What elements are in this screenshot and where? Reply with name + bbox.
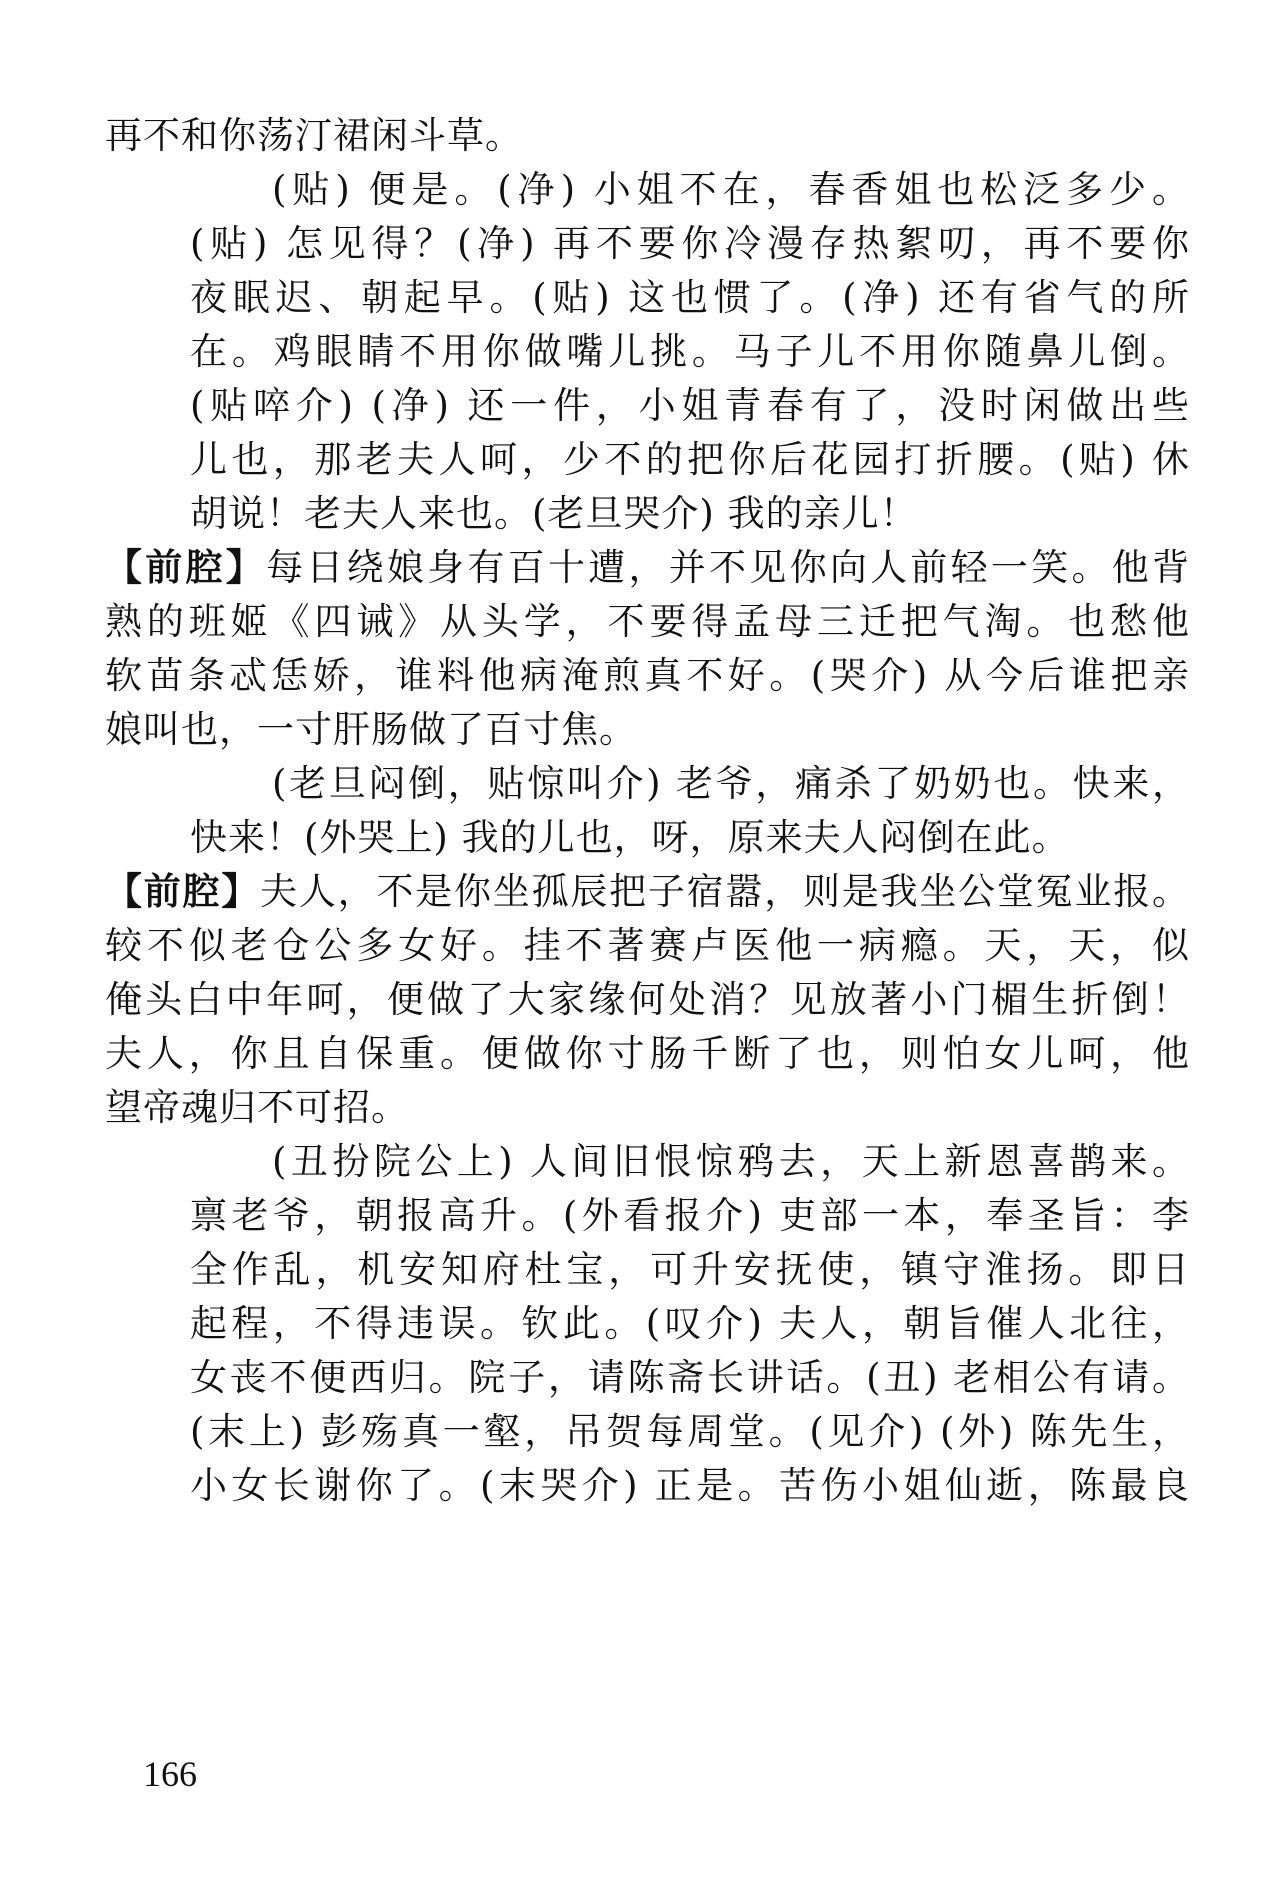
aria-text: 夫人，不是你坐孤辰把子宿嚣，则是我坐公堂冤业报。 bbox=[260, 870, 1191, 913]
text-line: (贴啐介) (净) 还一件，小姐青春有了，没时闲做出些 bbox=[190, 384, 1190, 427]
aria-tag: 【前腔】 bbox=[105, 546, 267, 589]
aria-tag: 【前腔】 bbox=[105, 870, 261, 913]
text-line: (丑扮院公上) 人间旧恨惊鸦去，天上新恩喜鹊来。 bbox=[272, 1140, 1190, 1183]
aria-text: 每日绕娘身有百十遭，并不见你向人前轻一笑。他背 bbox=[266, 546, 1190, 589]
text-line: (贴) 怎见得？(净) 再不要你冷漫存热絮叨，再不要你 bbox=[190, 222, 1190, 265]
text-line: 软苗条忒恁娇，谁料他病淹煎真不好。(哭介) 从今后谁把亲 bbox=[105, 654, 1190, 697]
text-line: (贴) 便是。(净) 小姐不在，春香姐也松泛多少。 bbox=[272, 168, 1190, 211]
text-line: 儿也，那老夫人呵，少不的把你后花园打折腰。(贴) 休 bbox=[190, 438, 1190, 481]
text-line: (老旦闷倒，贴惊叫介) 老爷，痛杀了奶奶也。快来， bbox=[272, 762, 1190, 805]
aria-line bbox=[105, 868, 1190, 916]
text-line: 胡说！老夫人来也。(老旦哭介) 我的亲儿！ bbox=[190, 492, 918, 535]
text-line: 在。鸡眼睛不用你做嘴儿挑。马子儿不用你随鼻儿倒。 bbox=[190, 330, 1190, 373]
text-line: 女丧不便西归。院子，请陈斋长讲话。(丑) 老相公有请。 bbox=[190, 1356, 1190, 1399]
text-line: 较不似老仓公多女好。挂不著赛卢医他一病瘾。天，天，似 bbox=[105, 924, 1190, 967]
text-line: 起程，不得违误。钦此。(叹介) 夫人，朝旨催人北往， bbox=[190, 1302, 1190, 1345]
text-line: 夫人，你且自保重。便做你寸肠千断了也，则怕女儿呵，他 bbox=[105, 1032, 1190, 1075]
text-line: 望帝魂归不可招。 bbox=[105, 1086, 409, 1129]
text-line: 禀老爷，朝报高升。(外看报介) 吏部一本，奉圣旨：李 bbox=[190, 1194, 1190, 1237]
page-number: 166 bbox=[143, 1754, 197, 1794]
text-line: 全作乱，机安知府杜宝，可升安抚使，镇守淮扬。即日 bbox=[190, 1248, 1190, 1291]
text-line: 夜眠迟、朝起早。(贴) 这也惯了。(净) 还有省气的所 bbox=[190, 276, 1190, 319]
text-line: 小女长谢你了。(末哭介) 正是。苦伤小姐仙逝，陈最良 bbox=[190, 1464, 1190, 1507]
text-line: 熟的班姬《四诫》从头学，不要得孟母三迁把气淘。也愁他 bbox=[105, 600, 1190, 643]
text-line: 娘叫也，一寸肝肠做了百寸焦。 bbox=[105, 708, 637, 751]
text-line: 快来！(外哭上) 我的儿也，呀，原来夫人闷倒在此。 bbox=[190, 816, 1070, 859]
text-line: (末上) 彭殇真一壑，吊贺每周堂。(见介) (外) 陈先生， bbox=[190, 1410, 1190, 1453]
text-line: 俺头白中年呵，便做了大家缘何处消？见放著小门楣生折倒！ bbox=[105, 978, 1190, 1021]
text-line: 再不和你荡汀裙闲斗草。 bbox=[105, 114, 523, 157]
aria-line bbox=[105, 544, 1190, 592]
